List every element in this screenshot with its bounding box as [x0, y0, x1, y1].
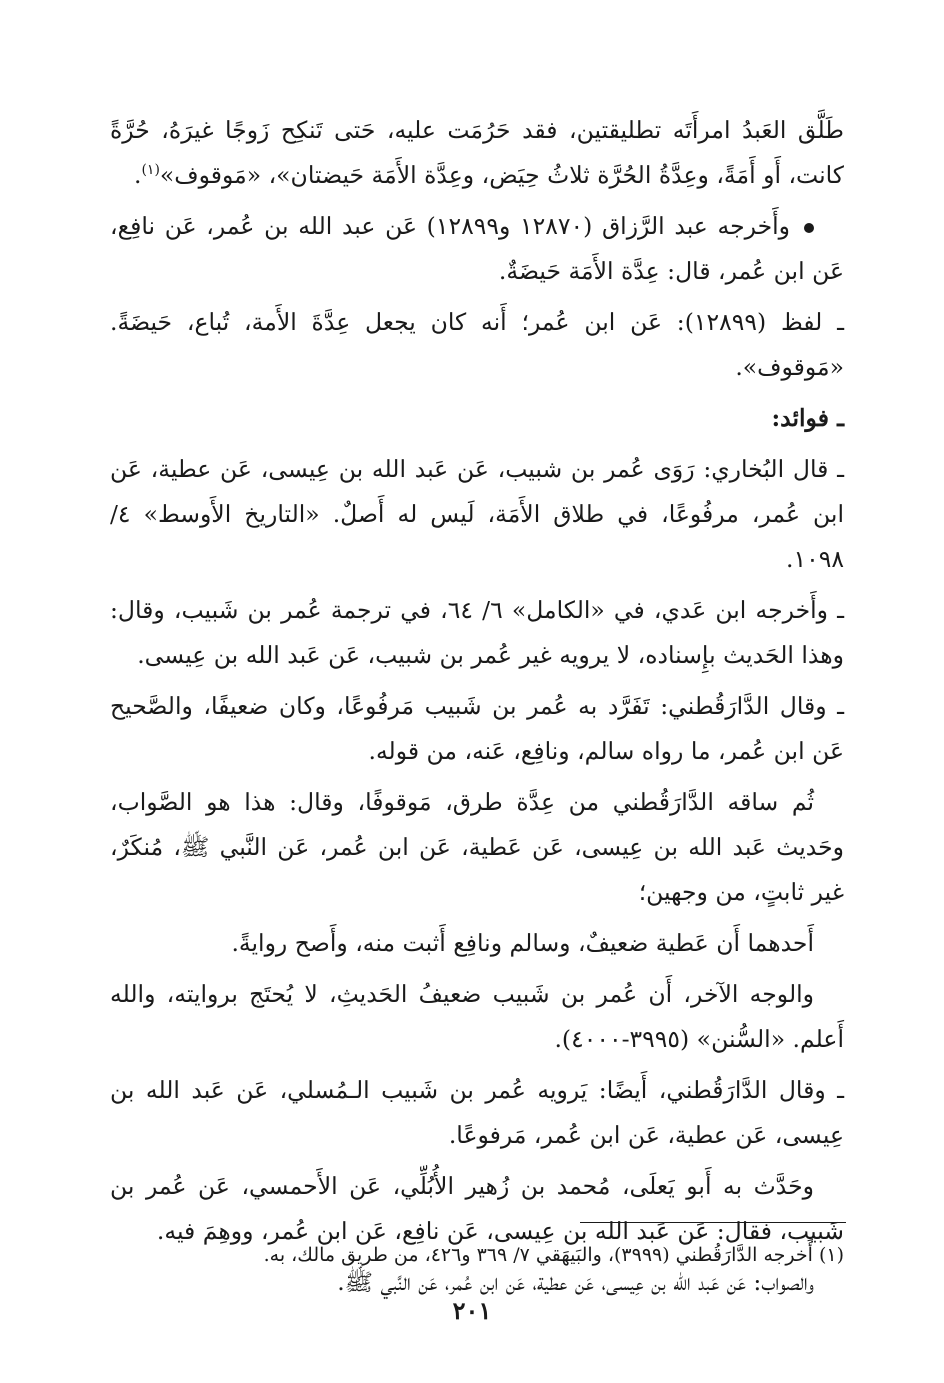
main-text	[110, 108, 844, 1311]
footnote-reference[interactable]: (١)	[141, 162, 160, 179]
paragraph-daraqutni-2: ثُم ساقه الدَّارَقُطني من عِدَّة طرق، مَوقوفًا، وقال: هذا هو الصَّواب، وحَديث عَبد الله بن عِيسى، عَن عَطية، عَن ابن عُمر، عَن النَّبي ﷺ، مُنكَرٌ، غير ثابتٍ، من وجهين؛	[110, 788, 844, 906]
paragraph-wording-note: ـ لفظ (١٢٨٩٩): عَن ابن عُمر؛ أَنه كان يجعل عِدَّةَ الأَمة، تُباع، حَيضَةً. «مَوقوف».	[110, 308, 844, 381]
paragraph-ibn-adi: ـ وأَخرجه ابن عَدي، في «الكامل» ٦/ ٦٤، في ترجمة عُمر بن شَبيب، وقال: وهذا الحَديث بإِسناده، لا يرويه غير عُمر بن شبيب، عَن عَبد الله بن عِيسى.	[110, 596, 844, 669]
section-heading-benefits: ـ فوائد:	[771, 404, 844, 432]
paragraph-second-reason: والوجه الآخر، أَن عُمر بن شَبيب ضعيفُ الحَديثِ، لا يُحتَج بروايته، والله أَعلم. «السُّنن» (٣٩٩٥-٤٠٠٠).	[110, 980, 844, 1053]
footnote: (١) أَخرجه الدَّارَقُطني (٣٩٩٩)، والبَيهَقي ٧/ ٣٦٩ و٤٢٦، من طريق مالك، به.	[263, 1244, 844, 1266]
page-number: ٢٠١	[452, 1296, 492, 1325]
paragraph-bukhari: ـ قال البُخاري: رَوَى عُمر بن شبيب، عَن عَبد الله بن عِيسى، عَن عطية، عَن ابن عُمر، مرفُوعًا، في طلاق الأَمَة، لَيس له أَصلٌ. «التاريخ الأَوسط» ٤/ ١٠٩٨.	[110, 455, 844, 573]
bullet-icon	[804, 223, 814, 233]
paragraph-bullet-abdulrazzaq: وأَخرجه عبد الرَّزاق (١٢٨٧٠ و١٢٨٩٩) عَن عبد الله بن عُمر، عَن نافِع، عَن ابن عُمر، قال: عِدَّة الأَمَة حَيضَةٌ.	[110, 212, 844, 285]
paragraph-daraqutni-3: ـ وقال الدَّارَقُطني، أَيضًا: يَرويه عُمر بن شَبيب الـمُسلي، عَن عَبد الله بن عِيسى، عَن عطية، عَن ابن عُمر، مَرفوعًا.	[110, 1076, 844, 1149]
paragraph-first-reason: أَحدهما أَن عَطية ضعيفٌ، وسالم ونافِع أَثبت منه، وأَصح روايةً.	[231, 929, 814, 957]
paragraph-hadith-continuation: طَلَّق العَبدُ امرأَتَه تطليقتين، فقد حَرُمَت عليه، حَتى تَنكِح زَوجًا غيرَهُ، حُرَّةً كانت، أَو أَمَةً، وعِدَّةُ الحُرَّة ثلاثُ حِيَض، وعِدَّة الأَمَة حَيضتان»، «مَوقوف»$^{(١)}$.	[110, 116, 844, 189]
paragraph-correct-chain: والصواب: عَن عَبد الله بن عِيسى، عَن عطية، عَن ابن عُمر، عَن النَّبي ﷺ.	[337, 1268, 814, 1296]
paragraph-daraqutni-1: ـ وقال الدَّارَقُطني: تَفَرَّد به عُمر بن شَبيب مَرفُوعًا، وكان ضعيفًا، والصَّحيح عَن ابن عُمر، ما رواه سالم، ونافِع، عَنه، من قوله.	[110, 692, 844, 765]
paragraph-abu-yala: وحَدَّث به أَبو يَعلَى، مُحمد بن زُهير الأُبُلِّي، عَن الأَحمسي، عَن عُمر بن شَبيب، فقال: عَن عَبد الله بن عِيسى، عَن نافِع، عَن ابن عُمر، ووهِمَ فيه.	[110, 1172, 844, 1245]
footnote-divider	[580, 1222, 846, 1223]
